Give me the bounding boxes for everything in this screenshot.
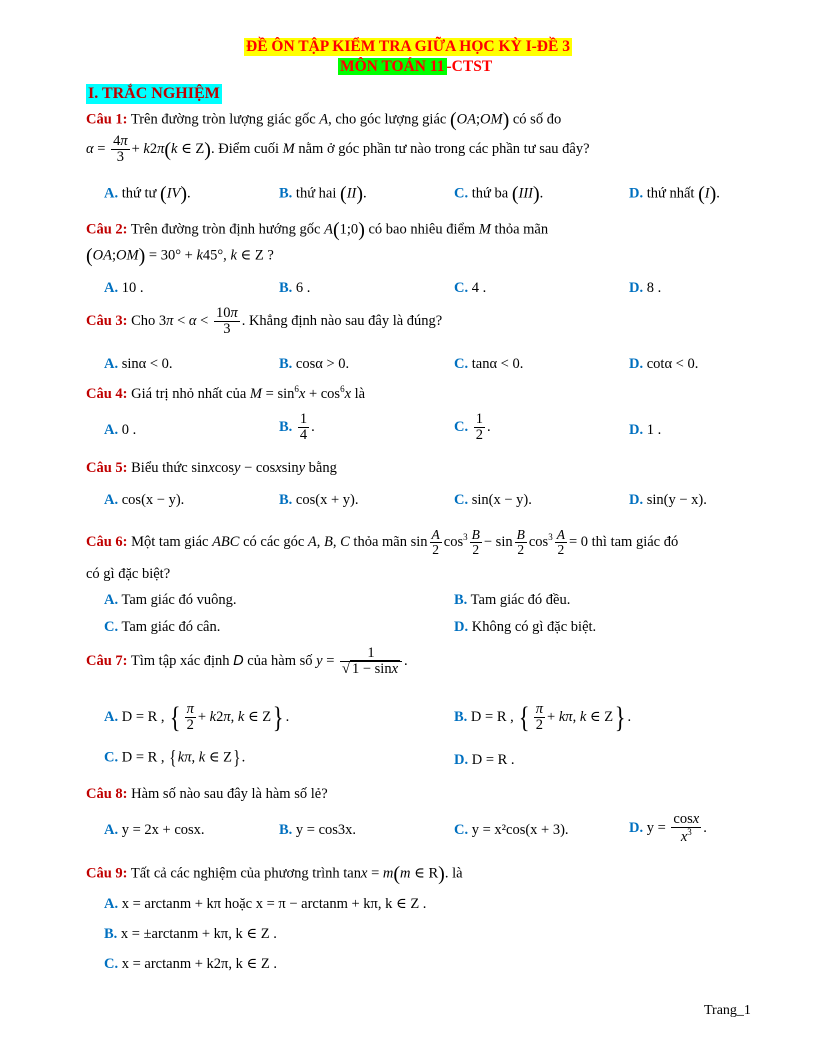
question-1-formula: α = $\frac{4\pi}{3}$ + k2π(k ∈ Z). Điểm cuối M nằm ở góc phần tư nào trong các phần tư sau đây? [86,133,590,166]
option-6a[interactable]: A. Tam giác đó vuông. [104,592,237,608]
option-2c[interactable]: C. 4 . [454,280,487,296]
option-2a[interactable]: A. 10 . [104,280,144,296]
option-1a[interactable]: A. thứ tư (IV). [104,183,191,205]
question-7-stem: Câu 7: Tìm tập xác định D của hàm số y = $\frac{1}{√ 1 - \sin x}$ . [86,645,408,678]
option-6c[interactable]: C. Tam giác đó cân. [104,619,221,635]
question-6-continuation: có gì đặc biệt? [86,566,171,582]
question-2-stem: Câu 2: Trên đường tròn định hướng gốc A(1;0) có bao nhiêu điểm M thỏa mãn [86,219,549,241]
option-7a[interactable]: A. D = R , { $\frac{\pi}{2}$ + k2π, k ∈ Z} . [104,700,290,734]
option-8c[interactable]: C. y = x²cos(x + 3). [454,822,569,838]
question-3-stem: Câu 3: Cho 3π < α < $\frac{10\pi}{3}$ . Khẳng định nào sau đây là đúng? [86,305,443,338]
option-5b[interactable]: B. cos(x + y). [279,492,359,508]
question-9-stem: Câu 9: Tất cả các nghiệm của phương trình tanx = m(m ∈ R). là [86,863,463,885]
option-7b[interactable]: B. D = R , { $\frac{\pi}{2}$ + kπ, k ∈ Z} . [454,700,632,734]
question-label: Câu 1: [86,111,128,128]
question-6-stem: Câu 6: Một tam giác ABC có các góc A, B, C thỏa mãn sin $\frac{A}{2}$ $\cos^3$ $\frac{B}{2}$ − sin $\frac{B}{2}$ $\cos^3$ $\frac{A}{2}$ = 0 thì tam giác đó [86,527,679,558]
option-6d[interactable]: D. Không có gì đặc biệt. [454,619,597,635]
option-8b[interactable]: B. y = cos3x. [279,822,357,838]
option-5d[interactable]: D. sin(y − x). [629,492,707,508]
page-number: Trang_1 [704,1003,751,1018]
option-1b[interactable]: B. thứ hai (II). [279,183,367,205]
exam-subtitle [338,58,492,76]
subject-label: MÔN TOÁN 11 [340,58,445,75]
subject-suffix: -CTST [446,58,493,75]
question-8-stem: Câu 8: Hàm số nào sau đây là hàm số lẻ? [86,786,328,802]
option-7c[interactable]: C. D = R , {kπ, k ∈ Z}. [104,747,246,769]
option-4d[interactable]: D. 1 . [629,422,662,438]
option-9c[interactable]: C. x = arctanm + k2π, k ∈ Z . [104,956,277,972]
exam-title: ĐỀ ÔN TẬP KIỂM TRA GIỮA HỌC KỲ I-ĐỀ 3 [246,38,570,55]
option-1c[interactable]: C. thứ ba (III). [454,183,544,205]
option-2d[interactable]: D. 8 . [629,280,662,296]
option-4a[interactable]: A. 0 . [104,422,137,438]
option-2b[interactable]: B. 6 . [279,280,311,296]
option-3c[interactable]: C. tanα < 0. [454,356,524,372]
question-2-formula: (OA;OM) = 30° + k45°, k ∈ Z ? [86,245,274,267]
option-8a[interactable]: A. y = 2x + cosx. [104,822,205,838]
question-4-stem: Câu 4: Giá trị nhỏ nhất của $M = \sin^6x + \cos^6x$ là [86,384,366,402]
option-4b[interactable]: B. $\frac{1}{4}$ . [279,411,315,444]
option-1d[interactable]: D. thứ nhất (I). [629,183,720,205]
option-9b[interactable]: B. x = ±arctanm + kπ, k ∈ Z . [104,926,277,942]
option-8d[interactable]: D. y = $\frac{\cos x}{x^3}$ . [629,811,707,846]
option-3a[interactable]: A. sinα < 0. [104,356,173,372]
option-7d[interactable]: D. D = R . [454,752,515,768]
question-1-stem: Câu 1: Trên đường tròn lượng giác gốc A, cho góc lượng giác (OA;OM) có số đo [86,109,562,131]
option-5c[interactable]: C. sin(x − y). [454,492,532,508]
option-3d[interactable]: D. cotα < 0. [629,356,699,372]
option-3b[interactable]: B. cosα > 0. [279,356,350,372]
option-6b[interactable]: B. Tam giác đó đều. [454,592,571,608]
option-5a[interactable]: A. cos(x − y). [104,492,185,508]
option-9a[interactable]: A. x = arctanm + kπ hoặc x = π − arctanm + kπ, k ∈ Z . [104,896,427,912]
question-5-stem: Câu 5: Biểu thức sinxcosy − cosxsiny bằng [86,460,337,476]
option-4c[interactable]: C. $\frac{1}{2}$ . [454,411,491,444]
section-title: I. TRẮC NGHIỆM [88,85,220,102]
